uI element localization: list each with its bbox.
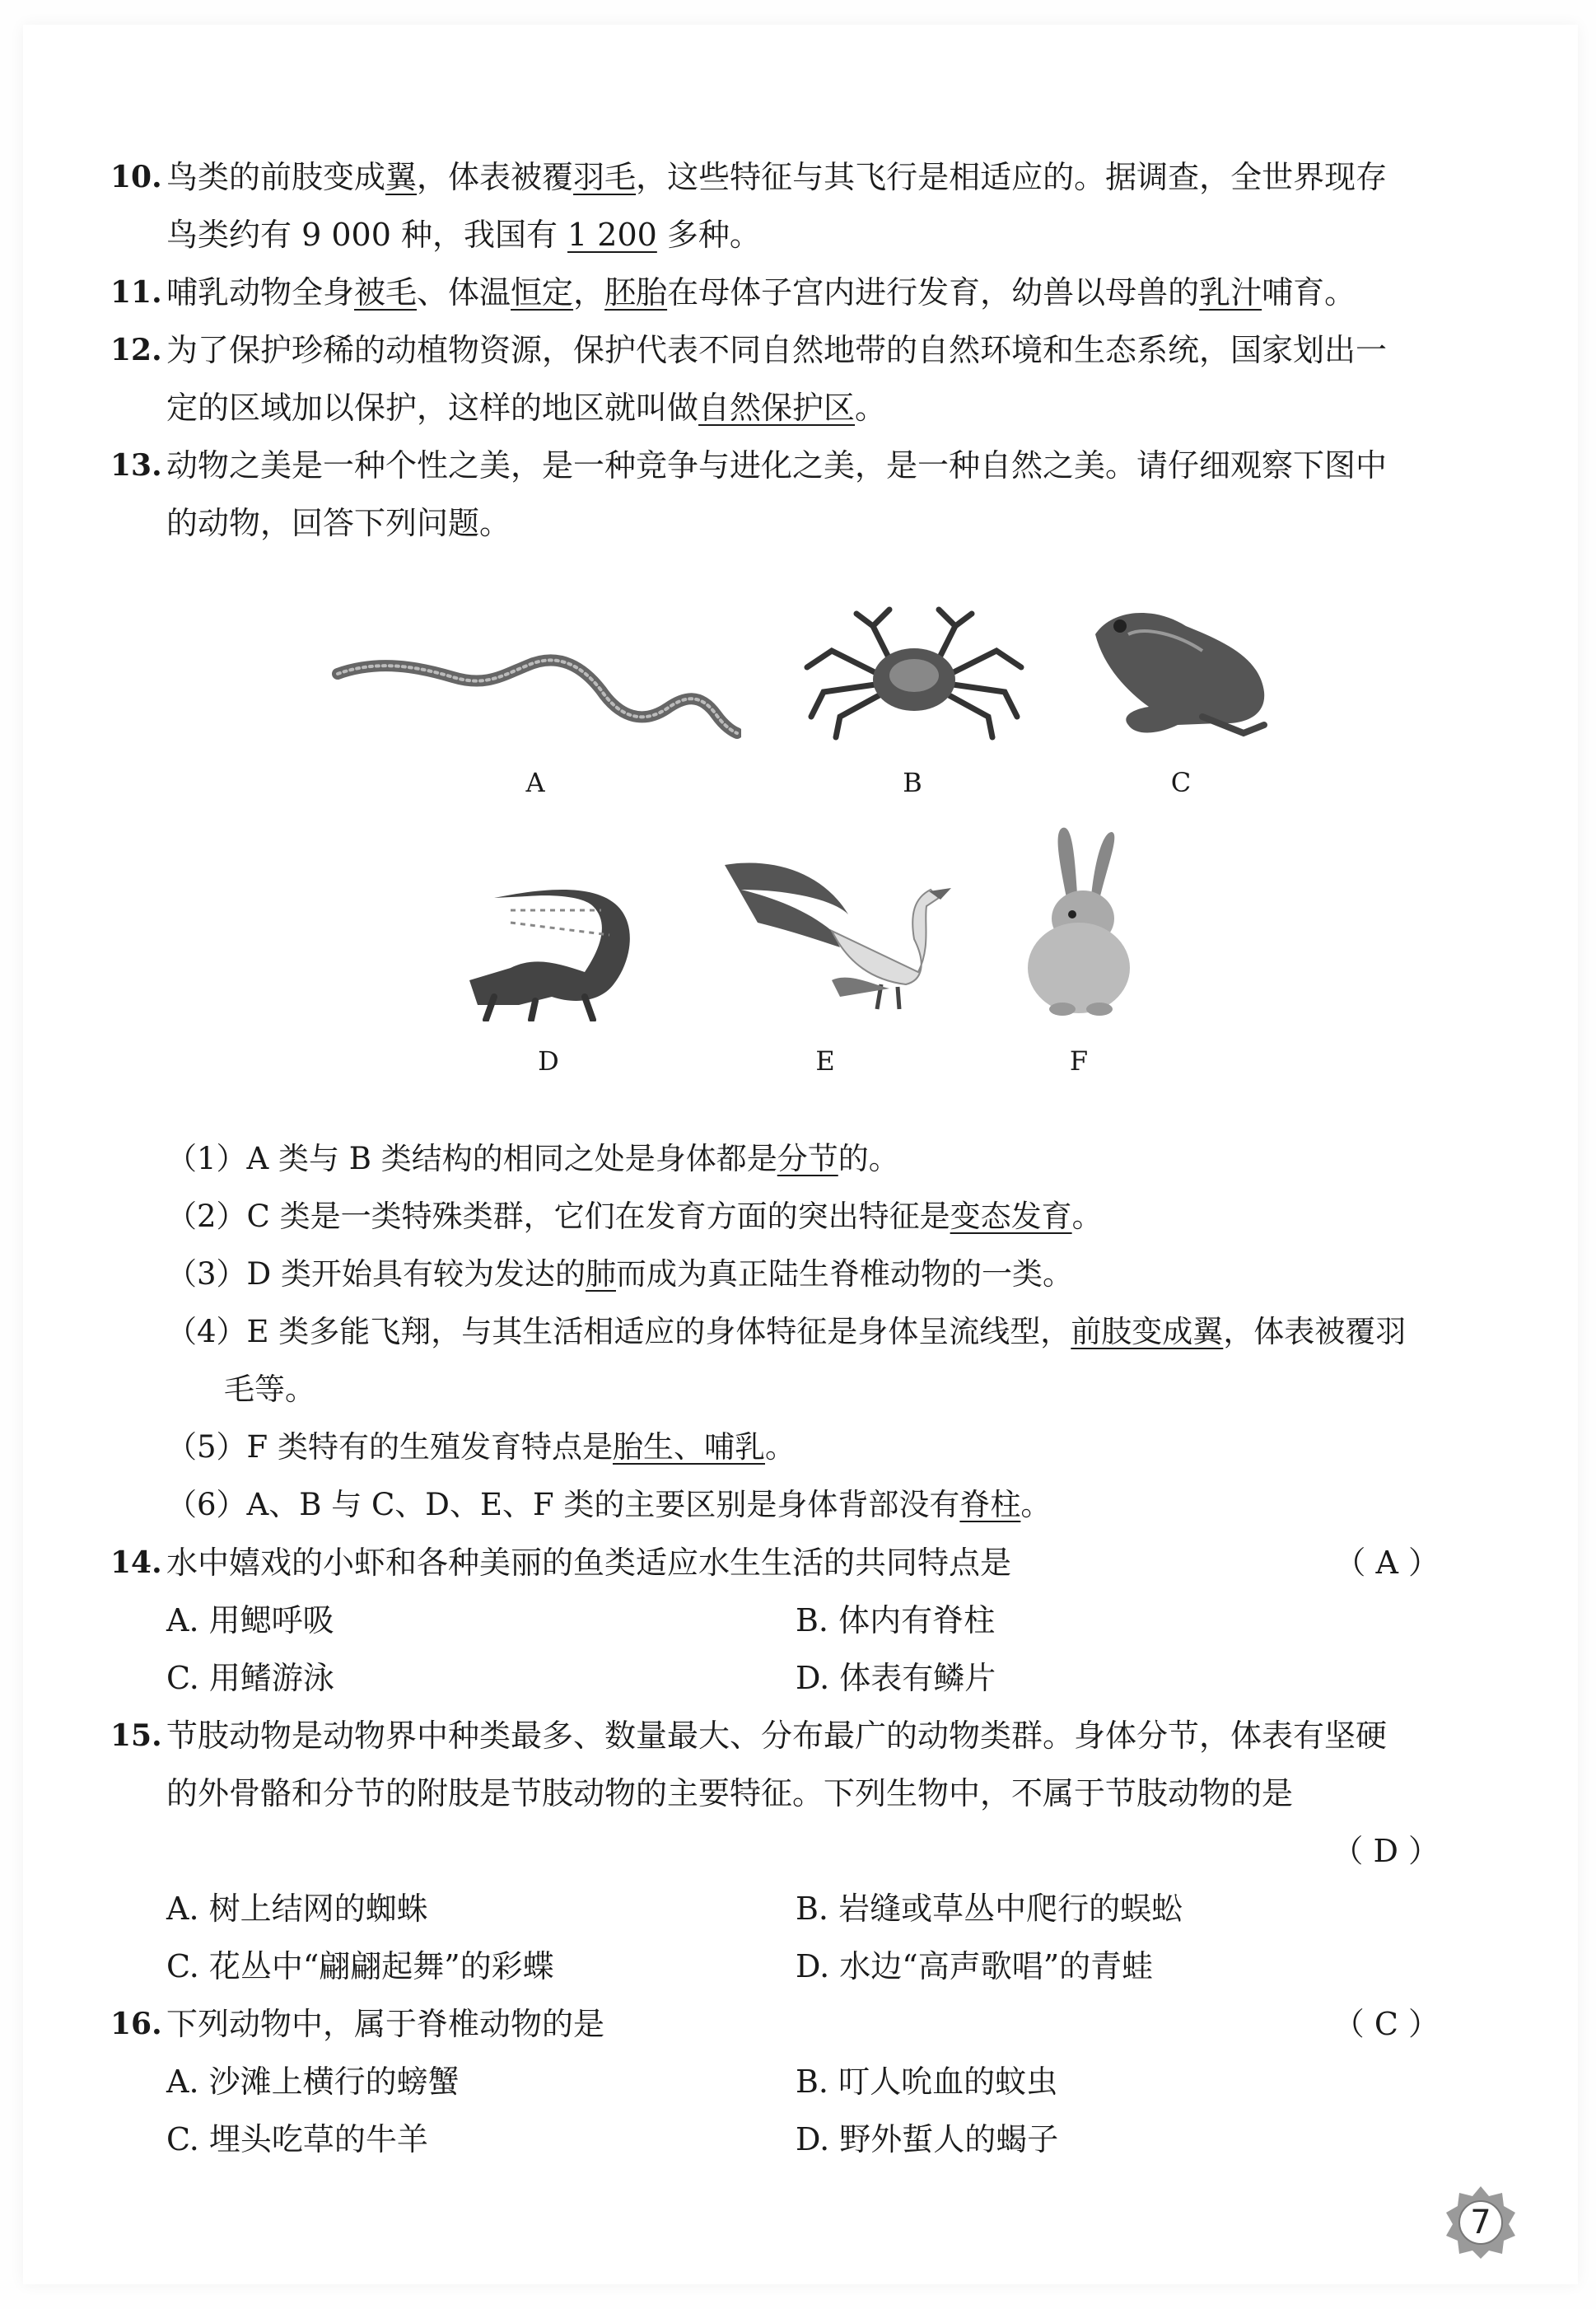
q13-sub-5	[166, 1425, 796, 1470]
q10-answer-count: 1 200	[567, 217, 657, 253]
q14-option-d: D. 体表有鳞片	[796, 1660, 996, 1696]
seagull-figure	[708, 840, 955, 1021]
q13-sub-6	[166, 1483, 1051, 1527]
q16-number: 16.	[110, 2007, 162, 2041]
figure-label-e: E	[815, 1045, 835, 1077]
q11-answer-milk: 乳汁	[1199, 274, 1262, 311]
text: 鸟类的前肢变成	[166, 159, 386, 195]
q10-line-1	[166, 155, 1441, 199]
q15-option-c: C. 花丛中“翩翩起舞”的彩蝶	[166, 1948, 554, 1984]
text: ，	[573, 274, 605, 311]
q13-sub-3	[166, 1252, 1073, 1297]
text: ，体表被覆羽	[1223, 1314, 1407, 1349]
q14-answer: （ A ）	[1334, 1545, 1440, 1581]
text: 的。	[838, 1141, 899, 1176]
q16-option-a: A. 沙滩上横行的螃蟹	[166, 2064, 460, 2100]
q13-line-2: 的动物，回答下列问题。	[166, 505, 511, 541]
q10-answer-wing: 翼	[385, 159, 418, 195]
text: 哺育。	[1262, 274, 1356, 311]
q15-option-d: D. 水边“高声歌唱”的青蛙	[796, 1948, 1154, 1984]
text: 在母体子宫内进行发育，幼兽以母兽的	[667, 274, 1200, 311]
text: 、体温	[417, 274, 511, 311]
text: 多种。	[656, 217, 761, 253]
figure-label-c: C	[1170, 767, 1192, 798]
q13-answer-4: 前肢变成翼	[1071, 1314, 1224, 1349]
text: （3）D 类开始具有较为发达的	[166, 1256, 586, 1292]
figure-label-a: A	[525, 767, 545, 798]
q15-answer: （ D ）	[1332, 1833, 1440, 1869]
q13-answer-1: 分节	[777, 1141, 838, 1176]
text: 。	[855, 390, 887, 426]
q13-number: 13.	[110, 448, 162, 483]
q13-line-1: 动物之美是一种个性之美，是一种竞争与进化之美，是一种自然之美。请仔细观察下图中	[166, 447, 1388, 484]
q13-sub-4-cont: 毛等。	[224, 1372, 315, 1407]
q11-line	[166, 270, 1441, 315]
q12-answer-reserve: 自然保护区	[698, 390, 856, 426]
q14-option-a: A. 用鳃呼吸	[166, 1602, 334, 1638]
text: ，体表被覆	[417, 159, 574, 195]
q13-sub-4	[166, 1310, 1406, 1354]
q13-answer-5: 胎生、哺乳	[612, 1429, 765, 1465]
q11-answer-constant: 恒定	[511, 274, 574, 311]
q12-number: 12.	[110, 333, 162, 367]
rabbit-figure	[1013, 824, 1145, 1021]
crocodile-figure	[461, 873, 642, 1021]
q15-number: 15.	[110, 1718, 162, 1753]
text: 。	[1071, 1199, 1103, 1234]
figure-label-f: F	[1069, 1045, 1089, 1077]
text: 哺乳动物全身	[166, 274, 355, 311]
text: 定的区域加以保护，这样的地区就叫做	[166, 390, 699, 426]
q11-answer-hair: 被毛	[354, 274, 418, 311]
text: 鸟类约有 9 000 种，我国有	[166, 217, 568, 253]
figure-label-b: B	[903, 767, 922, 798]
page-number-badge	[1443, 2185, 1519, 2260]
text: 。	[1020, 1487, 1052, 1522]
q16-answer: （ C ）	[1332, 2006, 1440, 2042]
page-number: 7	[1470, 2204, 1491, 2241]
q15-option-b: B. 岩缝或草丛中爬行的蜈蚣	[796, 1891, 1183, 1927]
q14-stem: 水中嬉戏的小虾和各种美丽的鱼类适应水生生活的共同特点是	[166, 1545, 1012, 1581]
q15-option-a: A. 树上结网的蜘蛛	[166, 1891, 428, 1927]
figure-label-d: D	[538, 1045, 559, 1077]
q12-line-2	[166, 386, 1441, 430]
text: （4）E 类多能飞翔，与其生活相适应的身体特征是身体呈流线型，	[166, 1314, 1071, 1349]
q13-sub-1	[166, 1137, 899, 1181]
text: ，这些特征与其飞行是相适应的。据调查，全世界现存	[636, 159, 1388, 195]
q13-answer-2: 变态发育	[950, 1199, 1072, 1234]
q10-line-2	[166, 213, 1441, 257]
q10-answer-feather: 羽毛	[573, 159, 637, 195]
q14-number: 14.	[110, 1545, 162, 1580]
q16-option-c: C. 埋头吃草的牛羊	[166, 2121, 428, 2157]
text: （1）A 类与 B 类结构的相同之处是身体都是	[166, 1141, 777, 1176]
q10-number: 10.	[110, 160, 162, 194]
q16-option-d: D. 野外蜇人的蝎子	[796, 2121, 1059, 2157]
q13-sub-2	[166, 1194, 1103, 1239]
q13-answer-3: 肺	[585, 1256, 616, 1292]
crab-figure	[799, 601, 1029, 741]
q14-option-c: C. 用鳍游泳	[166, 1660, 334, 1696]
text: （5）F 类特有的生殖发育特点是	[166, 1429, 613, 1465]
text: （6）A、B 与 C、D、E、F 类的主要区别是身体背部没有	[166, 1487, 960, 1522]
q14-option-b: B. 体内有脊柱	[796, 1602, 996, 1638]
earthworm-figure	[329, 626, 741, 750]
q15-line-1: 节肢动物是动物界中种类最多、数量最大、分布最广的动物类群。身体分节，体表有坚硬	[166, 1718, 1388, 1754]
q13-answer-6: 脊柱	[959, 1487, 1021, 1522]
q16-stem: 下列动物中，属于脊椎动物的是	[166, 2006, 605, 2042]
text: 。	[764, 1429, 796, 1465]
text: （2）C 类是一类特殊类群，它们在发育方面的突出特征是	[166, 1199, 950, 1234]
text: 而成为真正陆生脊椎动物的一类。	[615, 1256, 1073, 1292]
q11-answer-embryo: 胚胎	[604, 274, 668, 311]
q15-line-2: 的外骨骼和分节的附肢是节肢动物的主要特征。下列生物中，不属于节肢动物的是	[166, 1775, 1294, 1811]
q16-option-b: B. 叮人吮血的蚊虫	[796, 2064, 1058, 2100]
q11-number: 11.	[110, 275, 162, 310]
frog-figure	[1079, 601, 1276, 741]
q12-line-1: 为了保护珍稀的动植物资源，保护代表不同自然地带的自然环境和生态系统，国家划出一	[166, 332, 1388, 368]
